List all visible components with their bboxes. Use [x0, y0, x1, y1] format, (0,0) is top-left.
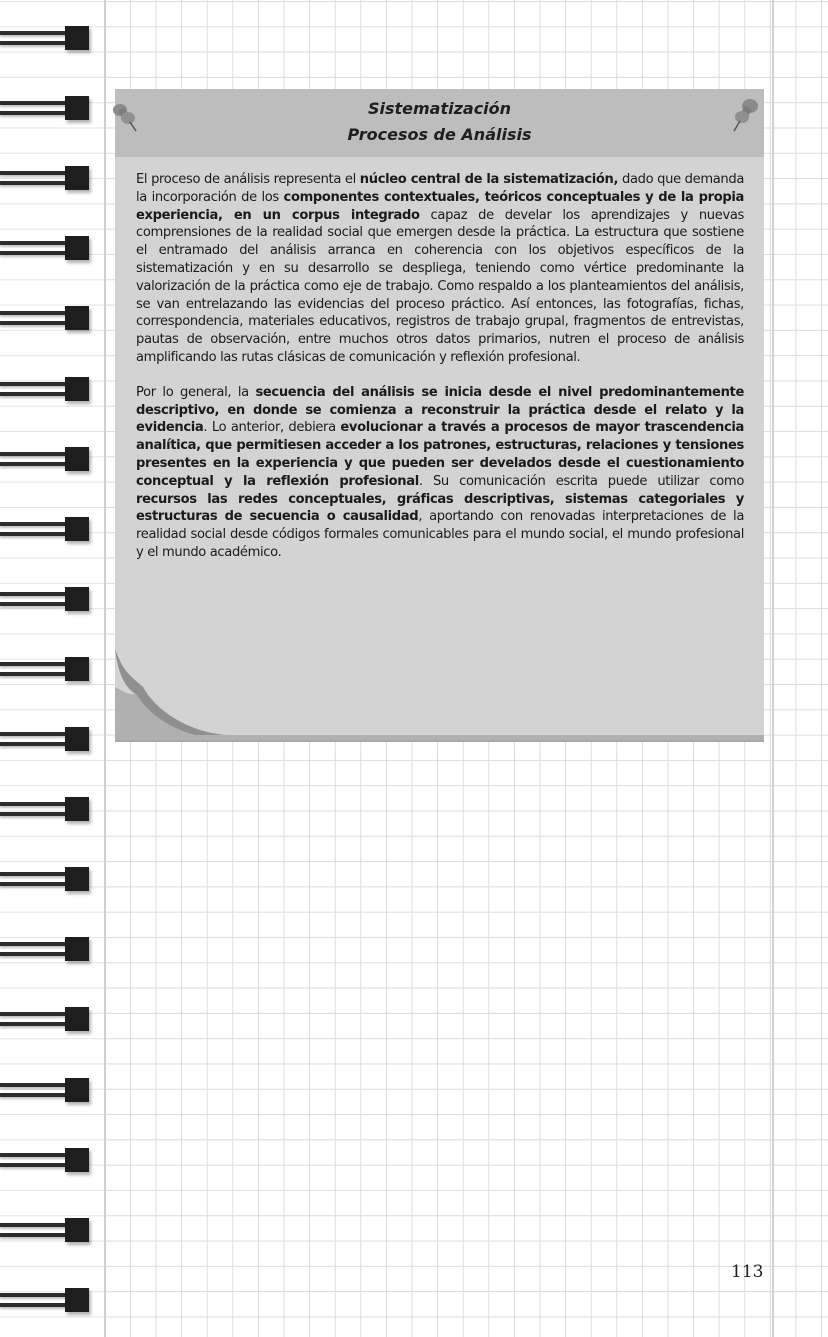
text-segment: El proceso de análisis representa el — [136, 172, 360, 187]
paragraph-2 — [136, 384, 744, 562]
emphasis-text: secuencia del análisis se inicia desde el nivel predominantemente descriptivo, en donde se comienza a reconstruir la práctica desde el relato y la evidencia — [136, 384, 744, 436]
page-number: 113 — [731, 1262, 764, 1282]
card-header — [115, 89, 764, 157]
note-card — [115, 89, 764, 740]
card-title: Sistematización — [367, 99, 512, 118]
binding-ring — [0, 26, 90, 50]
binding-ring — [0, 1078, 90, 1102]
binding-ring — [0, 166, 90, 190]
right-margin-line — [772, 0, 774, 1337]
text-segment: Por lo general, la — [136, 384, 256, 400]
binding-ring — [0, 517, 90, 541]
card-subtitle: Procesos de Análisis — [347, 125, 532, 144]
binding-ring — [0, 306, 90, 330]
text-segment: . Lo anterior, debiera — [203, 420, 341, 436]
binding-ring — [0, 377, 90, 401]
page-curl-decoration — [115, 649, 764, 740]
emphasis-text: componentes contextuales, teóricos conceptuales y de la propia experiencia, en un corpus integrado — [136, 189, 745, 223]
left-margin-line — [104, 0, 106, 1337]
text-segment: . Su comunicación escrita puede utilizar como — [418, 473, 744, 489]
text-segment: dado que demanda la incorporación de los — [136, 172, 744, 205]
card-body — [136, 171, 744, 579]
binding-ring — [0, 867, 90, 891]
binding-ring — [0, 96, 90, 120]
binding-ring — [0, 1288, 90, 1312]
text-segment: capaz de develar los aprendizajes y nuevas comprensiones de la realidad social que emergen desde la práctica. La estructura que sostiene el entramado del análisis arranca en coherencia con los objetivos específicos de la sistematización y en su desarrollo se despliega, teniendo como vértice predominante la valorización de la práctica como eje de trabajo. Como respaldo a los planteamientos del análisis, se van entrelazando las evidencias del proceso práctico. Así entonces, las fotografías, fichas, correspondencia, materiales educativos, registros de trabajo grupal, fragmentos de entrevistas, pautas de observación, entre muchos otros datos primarios, nutren el proceso de análisis amplificando las rutas clásicas de comunicación y reflexión profesional. — [136, 207, 744, 365]
binding-ring — [0, 937, 90, 961]
emphasis-text: recursos las redes conceptuales, gráficas descriptivas, sistemas categoriales y estructuras de secuencia o causalidad — [136, 491, 744, 525]
binding-ring — [0, 447, 90, 471]
spiral-binding-strip — [0, 0, 104, 1337]
text-segment: , aportando con renovadas interpretaciones de la realidad social desde códigos formales comunicables para el mundo social, el mundo profesional y el mundo académico. — [136, 509, 744, 560]
binding-ring — [0, 727, 90, 751]
binding-ring — [0, 236, 90, 260]
binding-ring — [0, 1007, 90, 1031]
binding-ring — [0, 1218, 90, 1242]
binding-ring — [0, 657, 90, 681]
paragraph-1 — [136, 171, 744, 367]
emphasis-text: evolucionar a través a procesos de mayor trascendencia analítica, que permitiesen acceder a los patrones, estructuras, relaciones y tensiones presentes en la experiencia y que pueden ser develados desde el cuestionamiento conceptual y la reflexión profesional — [136, 420, 744, 489]
binding-ring — [0, 587, 90, 611]
binding-ring — [0, 1148, 90, 1172]
binding-ring — [0, 797, 90, 821]
emphasis-text: núcleo central de la sistematización, — [359, 172, 619, 187]
